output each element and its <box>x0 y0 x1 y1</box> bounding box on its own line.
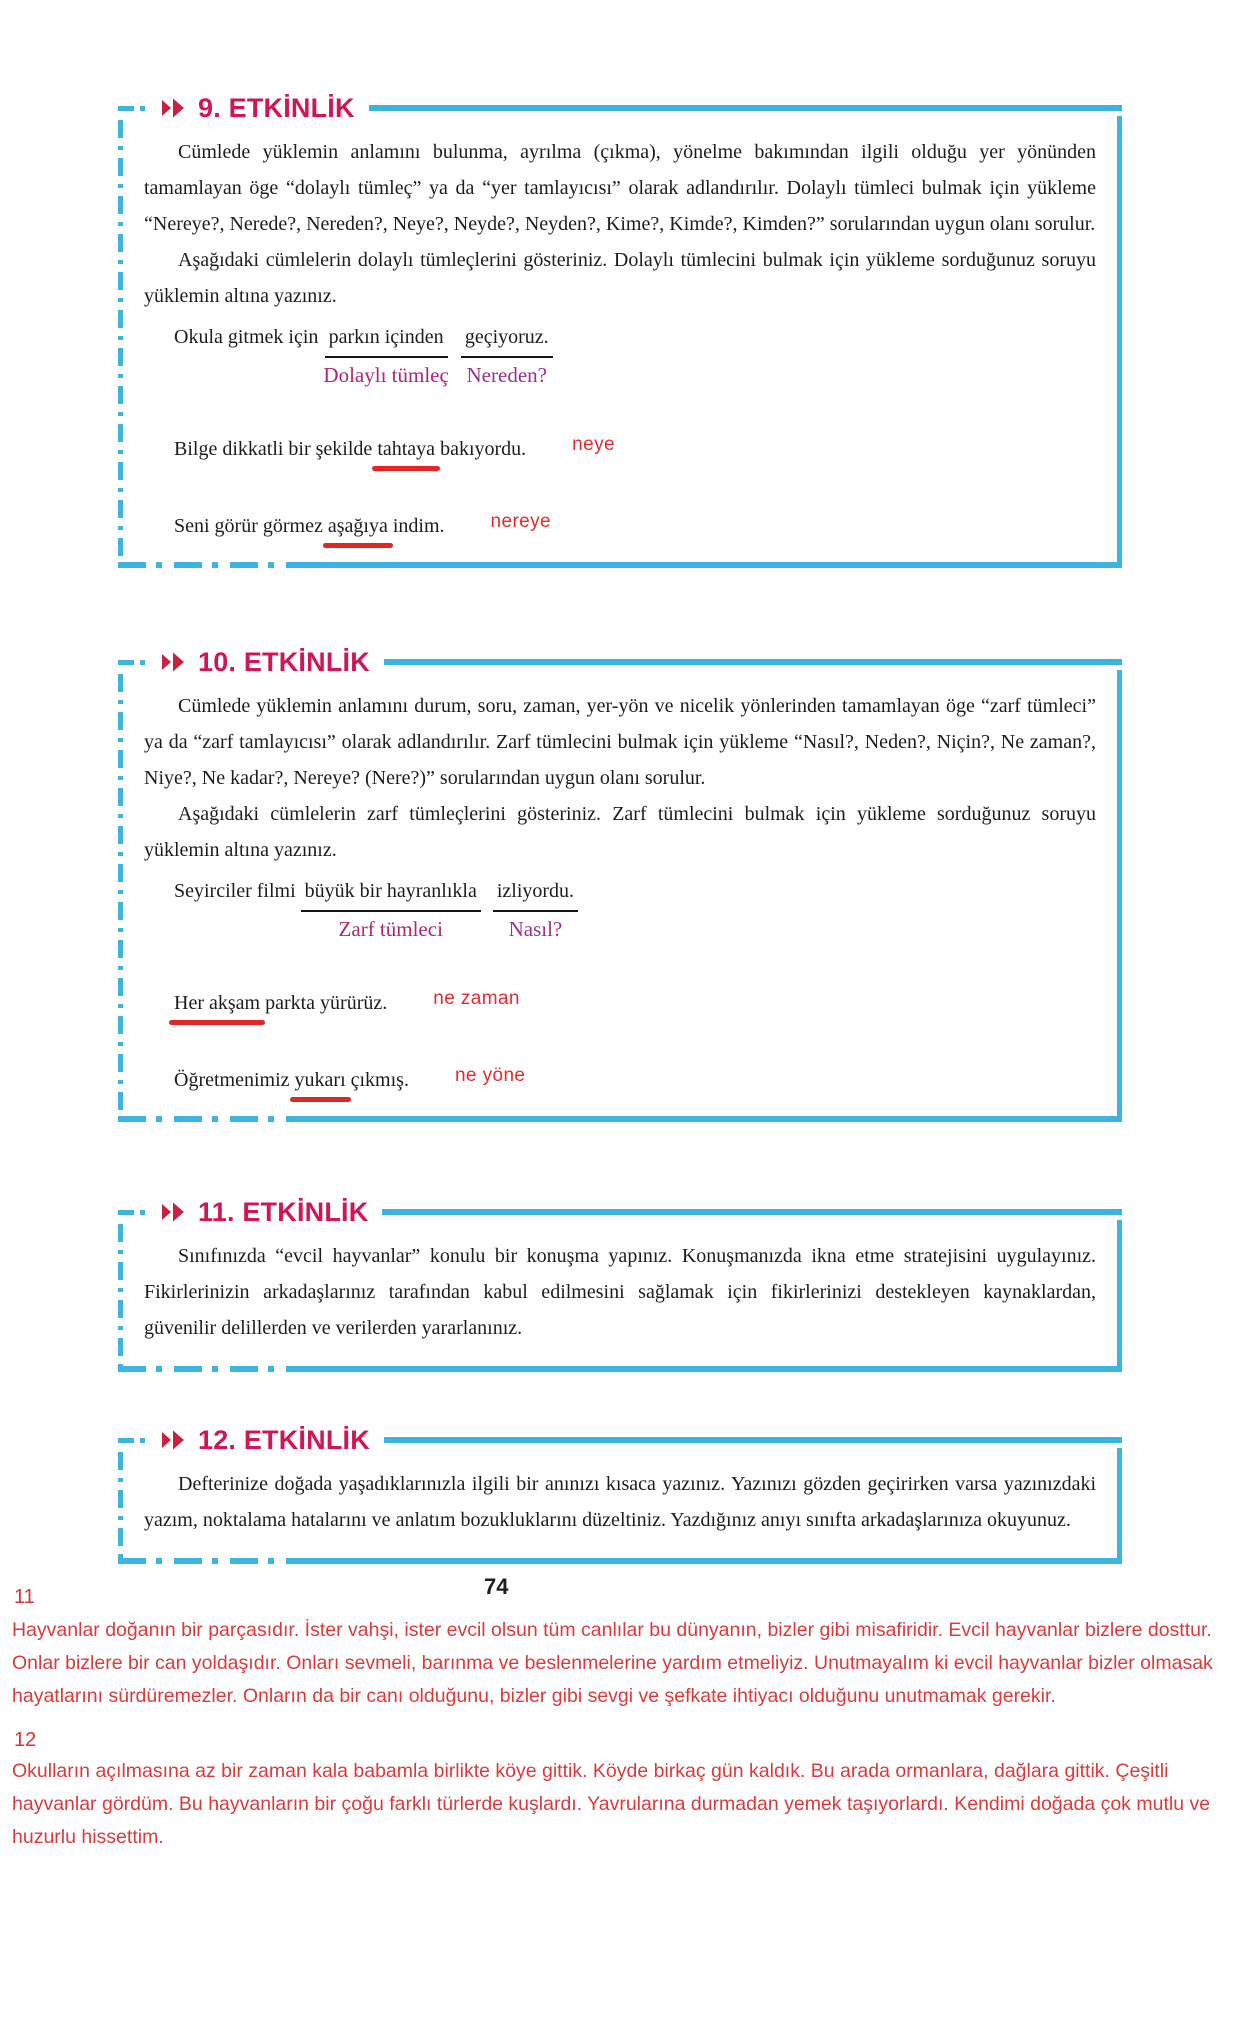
grammar-label: Dolaylı tümleç <box>323 363 449 387</box>
solid-right-border <box>1117 1220 1122 1372</box>
activity-body <box>118 126 1122 542</box>
handwritten-answer: ne yöne <box>454 1065 526 1086</box>
note-number-12: 12 <box>14 1729 37 1751</box>
underlined-phrase: büyük bir hayranlıkla <box>301 876 481 912</box>
example-phrase-column <box>493 876 578 942</box>
activity-header <box>118 1194 1122 1230</box>
sentence-post: indim. <box>387 515 445 537</box>
note-number-11: 11 <box>14 1586 35 1608</box>
activity-title: 9. ETKİNLİK <box>198 92 355 123</box>
sentence-pre: Bilge dikkatli bir şekilde <box>174 438 378 460</box>
box-bottom-border <box>118 1366 1122 1372</box>
grammar-label: Zarf tümleci <box>338 917 443 941</box>
example-sentence <box>174 322 1096 388</box>
page-footer <box>0 1574 1240 1854</box>
solid-segment <box>314 562 1122 568</box>
sentence-pre: Seni görür görmez <box>174 515 328 537</box>
red-underlined-word: yukarı <box>294 1069 346 1091</box>
double-arrow-icon <box>160 1429 190 1451</box>
example-sentence <box>174 876 1096 942</box>
double-arrow-icon <box>160 1201 190 1223</box>
example-pre: Okula gitmek için <box>174 326 324 348</box>
dash-corner <box>118 106 150 111</box>
question-label: Nereden? <box>466 363 547 387</box>
example-pre: Seyirciler filmi <box>174 880 301 902</box>
solid-segment <box>314 1558 1122 1564</box>
double-arrow-icon <box>160 651 190 673</box>
textbook-page <box>0 90 1240 2042</box>
header-rule <box>369 105 1122 111</box>
red-underlined-word: tahtaya <box>377 438 436 460</box>
box-bottom-border <box>118 1116 1122 1122</box>
activity-body <box>118 1230 1122 1346</box>
practice-sentence <box>174 434 1096 465</box>
activity-paragraph: Cümlede yüklemin anlamını bulunma, ayrılma (çıkma), yönelme bakımından ilgili olduğu yer yönünden tamamlayan öge “dolaylı tümleç” ya da “yer tamlayıcısı” olarak adlandırılır. Dolaylı tümleci bulmak için yükleme “Nereye?, Nerede?, Nereden?, Neye?, Neyde?, Neyden?, Kime?, Kimde?, Kimden?” sorularından uygun olanı sorulur. <box>144 141 1096 235</box>
activity-title: 12. ETKİNLİK <box>198 1424 370 1455</box>
activity-paragraph: Cümlede yüklemin anlamını durum, soru, zaman, yer-yön ve nicelik yönlerinden tamamlayan öge “zarf tümleci” ya da “zarf tamlayıcısı” olarak adlandırılır. Zarf tümlecini bulmak için yükleme “Nasıl?, Neden?, Niçin?, Ne zaman?, Niye?, Ne kadar?, Nereye? (Nere?)” sorularından uygun olanı sorulur. <box>144 695 1096 789</box>
activity-box-12 <box>118 1422 1122 1564</box>
activity-title: 10. ETKİNLİK <box>198 646 370 677</box>
red-underlined-word: aşağıya <box>327 515 388 537</box>
header-rule <box>384 1437 1122 1443</box>
activity-paragraph: Sınıfınızda “evcil hayvanlar” konulu bir konuşma yapınız. Konuşmanızda ikna etme stratejisini uygulayınız. Fikirlerinizin arkadaşlarınız tarafından kabul edilmesini sağlamak için fikirlerinizi destekleyen kaynaklardan, güvenilir delillerden ve verilerden yararlanınız. <box>144 1245 1096 1339</box>
solid-right-border <box>1117 1448 1122 1564</box>
header-rule <box>384 659 1122 665</box>
activity-header <box>118 644 1122 680</box>
example-phrase-column <box>323 322 448 388</box>
solid-right-border <box>1117 116 1122 568</box>
dash-dot-segment <box>118 1558 314 1564</box>
dash-dot-segment <box>118 1116 314 1122</box>
sentence-pre: Öğretmenimiz <box>174 1069 295 1091</box>
activity-paragraph: Aşağıdaki cümlelerin dolaylı tümleçlerini gösteriniz. Dolaylı tümlecini bulmak için yükleme sorduğunuz soruyu yüklemin altına yazınız. <box>144 249 1096 307</box>
underlined-phrase: parkın içinden <box>325 322 448 358</box>
dash-corner <box>118 1210 150 1215</box>
question-label: Nasıl? <box>508 917 563 941</box>
page-number: 74 <box>484 1574 509 1599</box>
handwritten-answer: nereye <box>490 511 552 532</box>
practice-sentence <box>174 1065 1096 1096</box>
activity-box-11 <box>118 1194 1122 1372</box>
example-phrase-column <box>461 322 553 388</box>
box-bottom-border <box>118 562 1122 568</box>
activity-box-10 <box>118 644 1122 1122</box>
handwritten-note-11: Hayvanlar doğanın bir parçasıdır. İster vahşi, ister evcil olsun tüm canlılar bu dünyanın, bizler gibi misafiridir. Evcil hayvanlar bizlere dosttur. Onlar bizlere bir can yoldaşıdır. Onları sevmeli, barınma ve beslenmelerine yardım etmeliyiz. Unutmayalım ki evcil hayvanlar bizler olmasak hayatlarını sürdüremezler. Onların da bir canı olduğunu, bizler gibi sevgi ve şefkate ihtiyacı olduğunu unutmamak gerekir. <box>12 1619 1213 1707</box>
dash-dot-segment <box>118 562 314 568</box>
solid-right-border <box>1117 670 1122 1122</box>
dash-corner <box>118 1438 150 1443</box>
handwritten-answer: neye <box>572 434 615 455</box>
dash-corner <box>118 660 150 665</box>
underlined-predicate: izliyordu. <box>493 876 578 912</box>
sentence-post: bakıyordu. <box>435 438 527 460</box>
activity-header <box>118 1422 1122 1458</box>
activity-title: 11. ETKİNLİK <box>198 1196 369 1227</box>
red-underlined-word: Her akşam <box>174 992 261 1014</box>
handwritten-note-12: Okulların açılmasına az bir zaman kala babamla birlikte köye gittik. Köyde birkaç gün kaldık. Bu arada ormanlara, dağlara gittik. Çeşitli hayvanlar gördüm. Bu hayvanların bir çoğu farklı türlerde kuşlardı. Yavrularına durmadan yemek taşıyorlardı. Kendimi doğada çok mutlu ve huzurlu hissettim. <box>12 1760 1211 1848</box>
dashed-left-border <box>118 1452 123 1564</box>
example-phrase-column <box>301 876 481 942</box>
dash-dot-segment <box>118 1366 314 1372</box>
header-rule <box>382 1209 1122 1215</box>
activity-header <box>118 90 1122 126</box>
activity-body <box>118 1458 1122 1538</box>
dashed-left-border <box>118 1224 123 1372</box>
underlined-predicate: geçiyoruz. <box>461 322 553 358</box>
dashed-left-border <box>118 674 123 1122</box>
activity-paragraph: Defterinize doğada yaşadıklarınızla ilgili bir anınızı kısaca yazınız. Yazınızı gözden geçirirken varsa yazınızdaki yazım, noktalama hatalarını ve anlatım bozukluklarını düzeltiniz. Yazdığınız anıyı sınıfta arkadaşlarınıza okuyunuz. <box>144 1473 1096 1531</box>
practice-sentence <box>174 511 1096 542</box>
footer-row <box>0 1574 1240 1614</box>
activity-body <box>118 680 1122 1096</box>
double-arrow-icon <box>160 97 190 119</box>
box-bottom-border <box>118 1558 1122 1564</box>
activity-paragraph: Aşağıdaki cümlelerin zarf tümleçlerini gösteriniz. Zarf tümlecini bulmak için yükleme sorduğunuz soruyu yüklemin altına yazınız. <box>144 803 1096 861</box>
practice-sentence <box>174 988 1096 1019</box>
solid-segment <box>314 1366 1122 1372</box>
activity-box-9 <box>118 90 1122 568</box>
sentence-post: parkta yürürüz. <box>260 992 388 1014</box>
dashed-left-border <box>118 120 123 568</box>
solid-segment <box>314 1116 1122 1122</box>
handwritten-answer: ne zaman <box>433 988 520 1009</box>
sentence-post: çıkmış. <box>345 1069 409 1091</box>
